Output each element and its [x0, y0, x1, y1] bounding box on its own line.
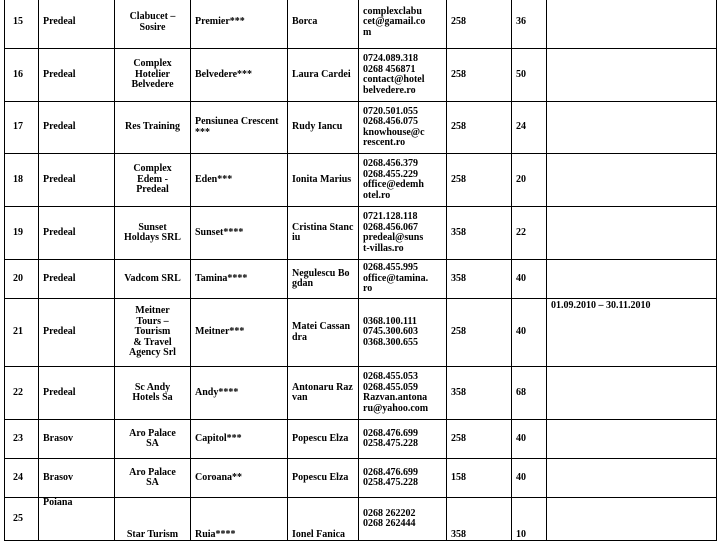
cell-text: 50: [516, 68, 526, 80]
capacity-cell: [512, 367, 547, 420]
contact-cell: [288, 498, 359, 541]
cell-text: 40: [516, 432, 526, 444]
company-cell: [115, 498, 191, 541]
contact-cell: [288, 154, 359, 207]
cell-line: belvedere.ro: [363, 84, 416, 96]
cell-line: Sosire: [139, 21, 166, 33]
cell-line: complexclabu: [363, 5, 422, 17]
table-row: [5, 299, 717, 367]
cell-text: Predeal: [43, 121, 76, 133]
contact-cell: [288, 0, 359, 49]
contact-cell: [288, 299, 359, 367]
cell-line: Edem -: [137, 173, 168, 185]
unit-cell: [191, 49, 288, 102]
cell-text: 258: [451, 432, 466, 444]
capacity-cell: [512, 154, 547, 207]
unit-cell: [191, 498, 288, 541]
locality-cell: [39, 207, 115, 260]
cell-line: 0268.456.075: [363, 116, 418, 127]
code-cell: [447, 367, 512, 420]
row-number-cell: [5, 154, 39, 207]
cell-line: & Travel: [133, 336, 172, 348]
cell-line: 0268.476.699: [363, 427, 418, 439]
company-cell: [115, 299, 191, 367]
cell-text: Predeal: [43, 272, 76, 284]
cell-line: Res Training: [125, 121, 180, 133]
table-row: [5, 102, 717, 154]
cell-line: Sunset: [138, 221, 167, 233]
cell-text: Predeal: [43, 173, 76, 185]
locality-cell: [39, 260, 115, 299]
cell-line: Razvan.antona: [363, 392, 428, 403]
cell-line: 0268 262444: [363, 518, 416, 529]
cell-line: Meitner: [135, 305, 170, 317]
cell-text: 258: [451, 326, 466, 338]
company-cell: [115, 154, 191, 207]
cell-line: t-villas.ro: [363, 242, 404, 254]
capacity-cell: [512, 420, 547, 459]
cell-line: otel.ro: [363, 189, 391, 201]
table-row: [5, 420, 717, 459]
table-row: [5, 49, 717, 102]
company-cell: [115, 102, 191, 154]
cell-text: 358: [451, 386, 466, 398]
contact-details-cell: [359, 299, 447, 367]
cell-line: 0721.128.118: [363, 211, 418, 222]
row-number-cell: [5, 0, 39, 49]
row-number-cell: [5, 420, 39, 459]
table-row: [5, 498, 717, 541]
cell-text: Predeal: [43, 326, 76, 338]
code-cell: [447, 498, 512, 541]
period-cell: [547, 0, 717, 49]
contact-cell: [288, 420, 359, 459]
unit-cell: [191, 260, 288, 299]
cell-text: Antonaru Razvan: [292, 381, 353, 403]
cell-line: m: [363, 26, 372, 38]
cell-text: 20: [516, 173, 526, 185]
period-cell: [547, 154, 717, 207]
cell-line: 0268 262202: [363, 507, 416, 519]
cell-text: 40: [516, 272, 526, 284]
cell-text: 40: [516, 471, 526, 483]
period-cell: [547, 367, 717, 420]
cell-line: Hotels Sa: [132, 392, 173, 403]
row-number-cell: [5, 459, 39, 498]
cell-text: Popescu Elza: [292, 432, 349, 444]
unit-cell: [191, 459, 288, 498]
period-cell: [547, 49, 717, 102]
cell-text: Negulescu Bogdan: [292, 267, 350, 289]
code-cell: [447, 420, 512, 459]
cell-text: 258: [451, 68, 466, 80]
capacity-cell: [512, 260, 547, 299]
period-cell: [547, 260, 717, 299]
cell-line: 0268.455.059: [363, 381, 418, 393]
locality-cell: [39, 154, 115, 207]
cell-text: Laura Cardei: [292, 68, 351, 80]
cell-text: Pensiunea Crescent***: [195, 116, 279, 138]
contact-details-cell: [359, 260, 447, 299]
cell-line: Agency Srl: [129, 347, 176, 359]
cell-line: 0268.456.067: [363, 221, 418, 233]
company-cell: [115, 207, 191, 260]
cell-line: Sc Andy: [134, 381, 171, 393]
cell-text: 258: [451, 121, 466, 133]
cell-line: Vadcom SRL: [124, 272, 181, 284]
locality-cell: [39, 498, 115, 541]
contact-details-cell: [359, 207, 447, 260]
cell-text: Coroana**: [195, 471, 243, 483]
cell-text: Meitner***: [195, 326, 245, 338]
contact-details-cell: [359, 49, 447, 102]
period-cell: [547, 207, 717, 260]
cell-text: 158: [451, 471, 466, 483]
cell-text: 20: [13, 272, 23, 284]
cell-line: 0268.476.699: [363, 466, 418, 478]
cell-text: 10: [516, 528, 526, 540]
code-cell: [447, 207, 512, 260]
cell-line: predeal@suns: [363, 232, 424, 243]
cell-text: Borca: [292, 16, 318, 28]
unit-cell: [191, 367, 288, 420]
cell-text: Capitol***: [195, 432, 242, 444]
contact-details-cell: [359, 102, 447, 154]
cell-line: 0268.455.053: [363, 371, 418, 382]
cell-text: 68: [516, 386, 526, 398]
contact-cell: [288, 207, 359, 260]
cell-text: Premier***: [195, 16, 245, 28]
cell-text: Ionita Marius: [292, 173, 352, 185]
cell-text: Rudy Iancu: [292, 121, 343, 133]
cell-text: Sunset****: [195, 226, 244, 238]
code-cell: [447, 299, 512, 367]
cell-text: Popescu Elza: [292, 471, 349, 483]
cell-line: Aro Palace: [129, 466, 176, 478]
capacity-cell: [512, 207, 547, 260]
cell-text: 21: [13, 326, 23, 338]
cell-line: office@edemh: [363, 179, 424, 190]
cell-line: 0720.501.055: [363, 105, 418, 117]
cell-text: 15: [13, 16, 23, 28]
capacity-cell: [512, 299, 547, 367]
cell-line: Predeal: [136, 184, 169, 196]
cell-text: 23: [13, 432, 23, 444]
cell-line: Hotelier: [135, 68, 170, 80]
period-cell: [547, 459, 717, 498]
unit-cell: [191, 0, 288, 49]
cell-line: Belvedere: [131, 79, 174, 91]
cell-text: Matei Cassandra: [292, 321, 351, 343]
cell-text: Predeal: [43, 16, 76, 28]
cell-line: ro: [363, 283, 373, 295]
cell-line: Complex: [133, 58, 172, 70]
cell-text: Brasov: [43, 432, 73, 444]
contact-cell: [288, 459, 359, 498]
contact-details-cell: [359, 420, 447, 459]
company-cell: [115, 367, 191, 420]
locality-cell: [39, 420, 115, 459]
cell-line: Holdays SRL: [124, 232, 181, 243]
cell-line: Clabucet –: [129, 11, 176, 22]
cell-text: 358: [451, 226, 466, 238]
table-row: [5, 260, 717, 299]
code-cell: [447, 0, 512, 49]
cell-text: Belvedere***: [195, 68, 253, 80]
cell-text: Tamina****: [195, 272, 248, 284]
cell-line: knowhouse@c: [363, 126, 425, 138]
cell-line: Star Turism: [126, 528, 179, 540]
cell-text: 16: [13, 68, 23, 80]
locality-cell: [39, 0, 115, 49]
unit-cell: [191, 420, 288, 459]
cell-text: 19: [13, 226, 23, 238]
table-row: [5, 0, 717, 49]
cell-text: Eden***: [195, 173, 233, 185]
code-cell: [447, 260, 512, 299]
locality-cell: [39, 49, 115, 102]
cell-text: 25: [13, 512, 23, 524]
cell-line: cet@gamail.co: [363, 16, 426, 28]
company-cell: [115, 420, 191, 459]
company-cell: [115, 260, 191, 299]
table-body: [5, 0, 717, 541]
capacity-cell: [512, 102, 547, 154]
cell-text: 40: [516, 326, 526, 338]
cell-text: 24: [13, 471, 23, 483]
cell-line: SA: [146, 438, 159, 449]
period-cell: [547, 299, 717, 367]
table-row: [5, 367, 717, 420]
cell-line: ru@yahoo.com: [363, 402, 429, 414]
cell-text: 258: [451, 173, 466, 185]
contact-details-cell: [359, 154, 447, 207]
cell-text: 18: [13, 173, 23, 185]
cell-text: Cristina Stanciu: [292, 221, 354, 243]
accommodation-table: [4, 0, 717, 541]
cell-line: Tours –: [136, 315, 169, 327]
cell-line: 0724.089.318: [363, 53, 418, 64]
cell-text: Predeal: [43, 386, 76, 398]
unit-cell: [191, 299, 288, 367]
cell-line: SA: [146, 477, 159, 488]
cell-line: 0745.300.603: [363, 326, 418, 338]
cell-line: rescent.ro: [363, 137, 406, 148]
code-cell: [447, 102, 512, 154]
unit-cell: [191, 207, 288, 260]
contact-cell: [288, 102, 359, 154]
capacity-cell: [512, 0, 547, 49]
cell-line: office@tamina.: [363, 272, 429, 284]
cell-text: 22: [516, 226, 526, 238]
row-number-cell: [5, 207, 39, 260]
code-cell: [447, 459, 512, 498]
company-cell: [115, 49, 191, 102]
cell-text: 22: [13, 386, 23, 398]
cell-line: Complex: [133, 163, 172, 175]
locality-cell: [39, 299, 115, 367]
document-page: [4, 0, 716, 541]
cell-text: Predeal: [43, 226, 76, 238]
capacity-cell: [512, 459, 547, 498]
row-number-cell: [5, 260, 39, 299]
unit-cell: [191, 154, 288, 207]
cell-line: 0368.300.655: [363, 336, 418, 348]
cell-line: Aro Palace: [129, 427, 176, 439]
cell-line: 0258.475.228: [363, 477, 418, 488]
period-cell: [547, 102, 717, 154]
cell-text: 24: [516, 121, 526, 133]
row-number-cell: [5, 102, 39, 154]
cell-text: 358: [451, 528, 466, 540]
contact-details-cell: [359, 459, 447, 498]
cell-line: 0268.455.229: [363, 168, 418, 180]
table-row: [5, 154, 717, 207]
locality-cell: [39, 102, 115, 154]
contact-cell: [288, 49, 359, 102]
locality-cell: [39, 459, 115, 498]
cell-text: Ionel Fanica: [292, 528, 346, 540]
code-cell: [447, 154, 512, 207]
period-cell: [547, 420, 717, 459]
capacity-cell: [512, 49, 547, 102]
cell-text: Predeal: [43, 68, 76, 80]
cell-text: Brasov: [43, 471, 73, 483]
table-row: [5, 207, 717, 260]
cell-line: 0268.456.379: [363, 158, 418, 169]
cell-text: 36: [516, 16, 526, 28]
capacity-cell: [512, 498, 547, 541]
table-row: [5, 459, 717, 498]
company-cell: [115, 0, 191, 49]
unit-cell: [191, 102, 288, 154]
row-number-cell: [5, 299, 39, 367]
cell-line: 0268 456871: [363, 63, 416, 75]
cell-line: 0368.100.111: [363, 315, 417, 327]
locality-cell: [39, 367, 115, 420]
cell-text: Ruia****: [195, 528, 236, 540]
code-cell: [447, 49, 512, 102]
row-number-cell: [5, 498, 39, 541]
contact-details-cell: [359, 0, 447, 49]
cell-text: 01.09.2010 – 30.11.2010: [551, 300, 651, 311]
row-number-cell: [5, 367, 39, 420]
period-cell: [547, 498, 717, 541]
cell-line: 0268.455.995: [363, 262, 418, 274]
contact-cell: [288, 260, 359, 299]
cell-line: Tourism: [134, 326, 171, 338]
cell-line: 0258.475.228: [363, 438, 418, 449]
contact-details-cell: [359, 367, 447, 420]
row-number-cell: [5, 49, 39, 102]
company-cell: [115, 459, 191, 498]
cell-line: contact@hotel: [363, 74, 425, 85]
cell-text: Poiana: [43, 497, 73, 508]
cell-text: Andy****: [195, 386, 239, 398]
contact-details-cell: [359, 498, 447, 541]
cell-text: 258: [451, 16, 466, 28]
cell-text: 358: [451, 272, 466, 284]
contact-cell: [288, 367, 359, 420]
cell-text: 17: [13, 121, 23, 133]
